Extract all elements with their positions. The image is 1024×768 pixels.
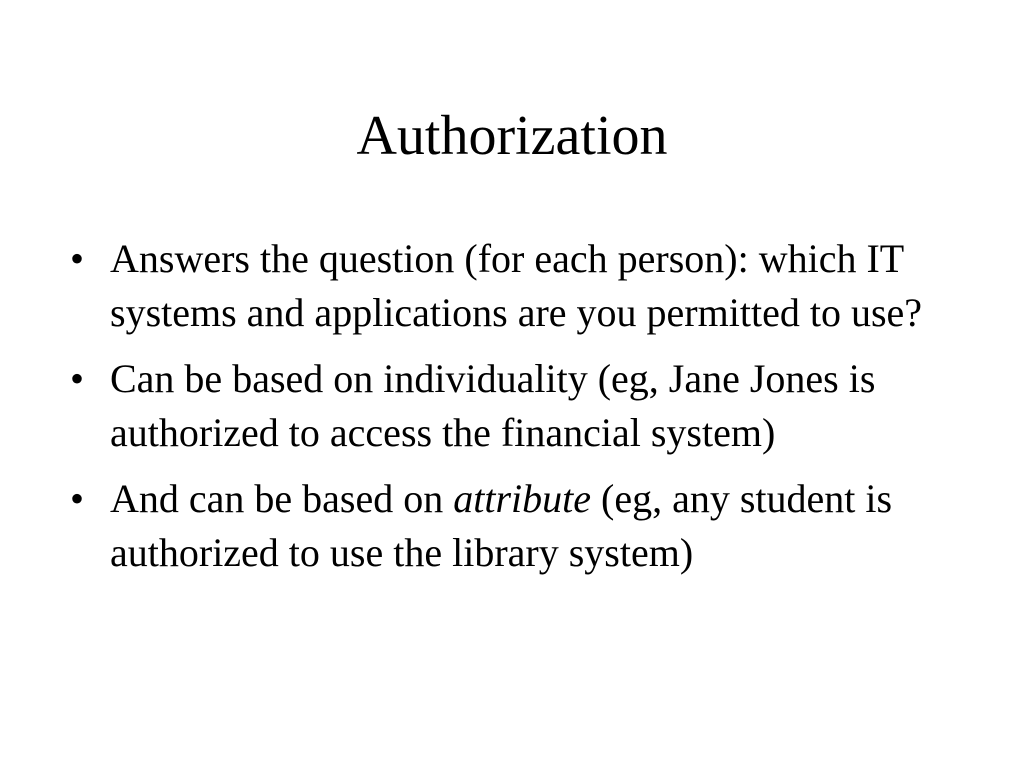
bullet-text: Can be based on individuality (eg, Jane Jones is authorized to access the financial system) xyxy=(110,356,876,455)
bullet-text xyxy=(110,476,892,575)
bullet-marker: • xyxy=(70,476,85,521)
slide-title: Authorization xyxy=(356,105,668,167)
bullet-item xyxy=(70,352,990,460)
bullet-marker: • xyxy=(70,356,85,401)
bullet-item xyxy=(70,232,990,340)
bullet-list xyxy=(70,232,990,592)
bullet-text-after: (eg, any student is authorized to use the library system) xyxy=(110,476,893,575)
bullet-marker: • xyxy=(70,236,85,281)
bullet-text-before: And can be based on xyxy=(110,476,454,521)
bullet-item xyxy=(70,472,990,580)
bullet-text: Answers the question (for each person): which IT systems and applications are you permitted to use? xyxy=(110,236,923,335)
bullet-emphasis: attribute xyxy=(453,476,592,521)
